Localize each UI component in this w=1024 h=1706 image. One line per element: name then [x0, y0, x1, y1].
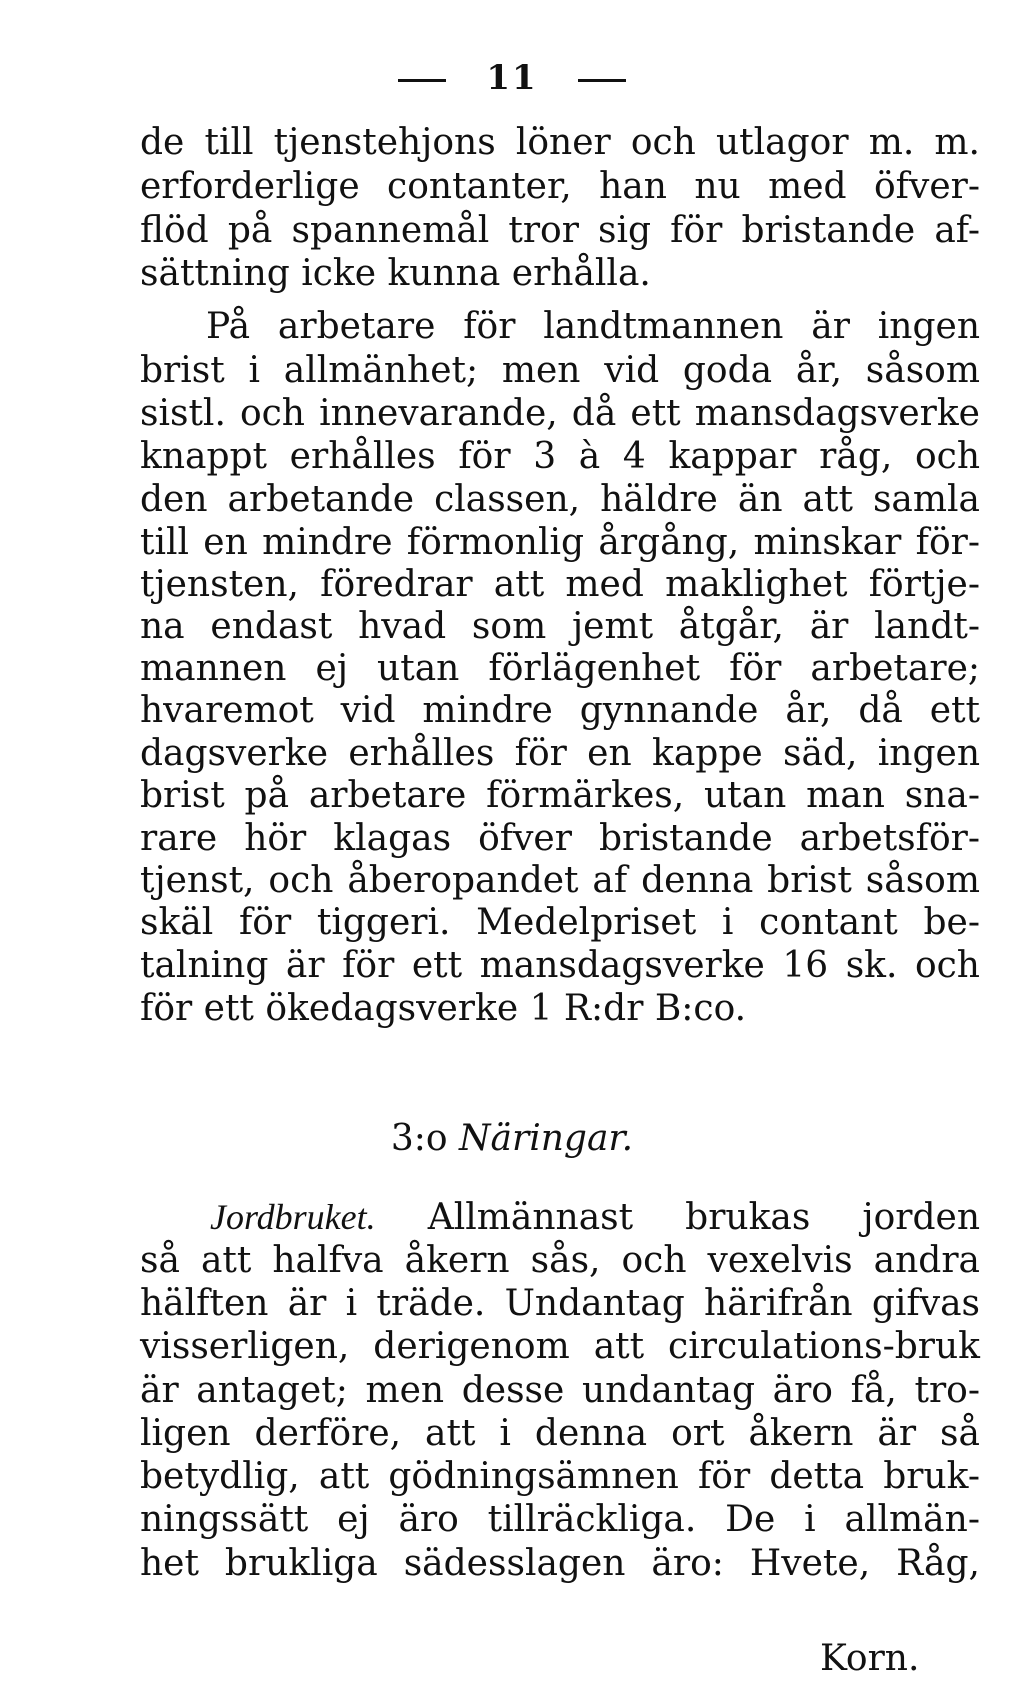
text-line: hvaremot vid mindre gynnande år, då ett	[140, 690, 980, 731]
text-line: för ett ökedagsverke 1 R:dr B:co.	[140, 988, 747, 1029]
text-line: rare hör klagas öfver bristande arbetsför-	[140, 818, 980, 859]
section-heading	[0, 1118, 1024, 1160]
text-line: mannen ej utan förlägenhet för arbetare;	[140, 648, 980, 689]
page-number: 11	[486, 58, 538, 98]
text-line: ningssätt ej äro tillräckliga. De i allmän-	[140, 1499, 980, 1540]
text-line: de till tjenstehjons löner och utlagor m. m.	[140, 122, 980, 163]
first-line-rest: Allmännast brukas jorden	[427, 1197, 981, 1238]
section-number: 3:o	[390, 1118, 448, 1159]
text-line: knappt erhålles för 3 à 4 kappar råg, och	[140, 436, 980, 477]
catchword: Korn.	[820, 1638, 920, 1679]
text-line: dagsverke erhålles för en kappe säd, ingen	[140, 733, 980, 774]
text-line: skäl för tiggeri. Medelpriset i contant be-	[140, 902, 980, 943]
text-line: na endast hvad som jemt åtgår, är landt-	[140, 606, 980, 647]
text-line-first	[210, 1196, 980, 1239]
header-dash-right	[578, 79, 626, 82]
section-title: Näringar.	[459, 1118, 634, 1159]
text-line: het brukliga sädesslagen äro: Hvete, Råg,	[140, 1543, 980, 1584]
text-line: ligen derföre, att i denna ort åkern är så	[140, 1413, 980, 1454]
text-line: erforderlige contanter, han nu med öfver-	[140, 166, 980, 207]
text-line: brist i allmänhet; men vid goda år, såsom	[140, 350, 980, 391]
text-line: På arbetare för landtmannen är ingen	[206, 306, 980, 347]
text-line: talning är för ett mansdagsverke 16 sk. och	[140, 945, 980, 986]
text-line: flöd på spannemål tror sig för bristande af-	[140, 210, 980, 251]
header-dash-left	[398, 79, 446, 82]
text-line: är antaget; men desse undantag äro få, tro-	[140, 1370, 980, 1411]
text-line: betydlig, att gödningsämnen för detta bruk-	[140, 1456, 980, 1497]
text-line: sistl. och innevarande, då ett mansdagsverke	[140, 393, 980, 434]
text-line: visserligen, derigenom att circulations-bruk	[140, 1326, 980, 1367]
text-line: tjenst, och åberopandet af denna brist såsom	[140, 860, 980, 901]
text-line: till en mindre förmonlig årgång, minskar för-	[140, 522, 980, 563]
page-header	[0, 58, 1024, 98]
text-line: den arbetande classen, häldre än att samla	[140, 479, 980, 520]
text-line: brist på arbetare förmärkes, utan man sna-	[140, 775, 980, 816]
text-line: hälften är i träde. Undantag härifrån gifvas	[140, 1283, 980, 1324]
text-line: tjensten, föredrar att med maklighet förtje-	[140, 564, 980, 605]
text-line: så att halfva åkern sås, och vexelvis andra	[140, 1240, 980, 1281]
paragraph-lead: Jordbruket.	[210, 1197, 376, 1237]
text-line: sättning icke kunna erhålla.	[140, 253, 651, 294]
